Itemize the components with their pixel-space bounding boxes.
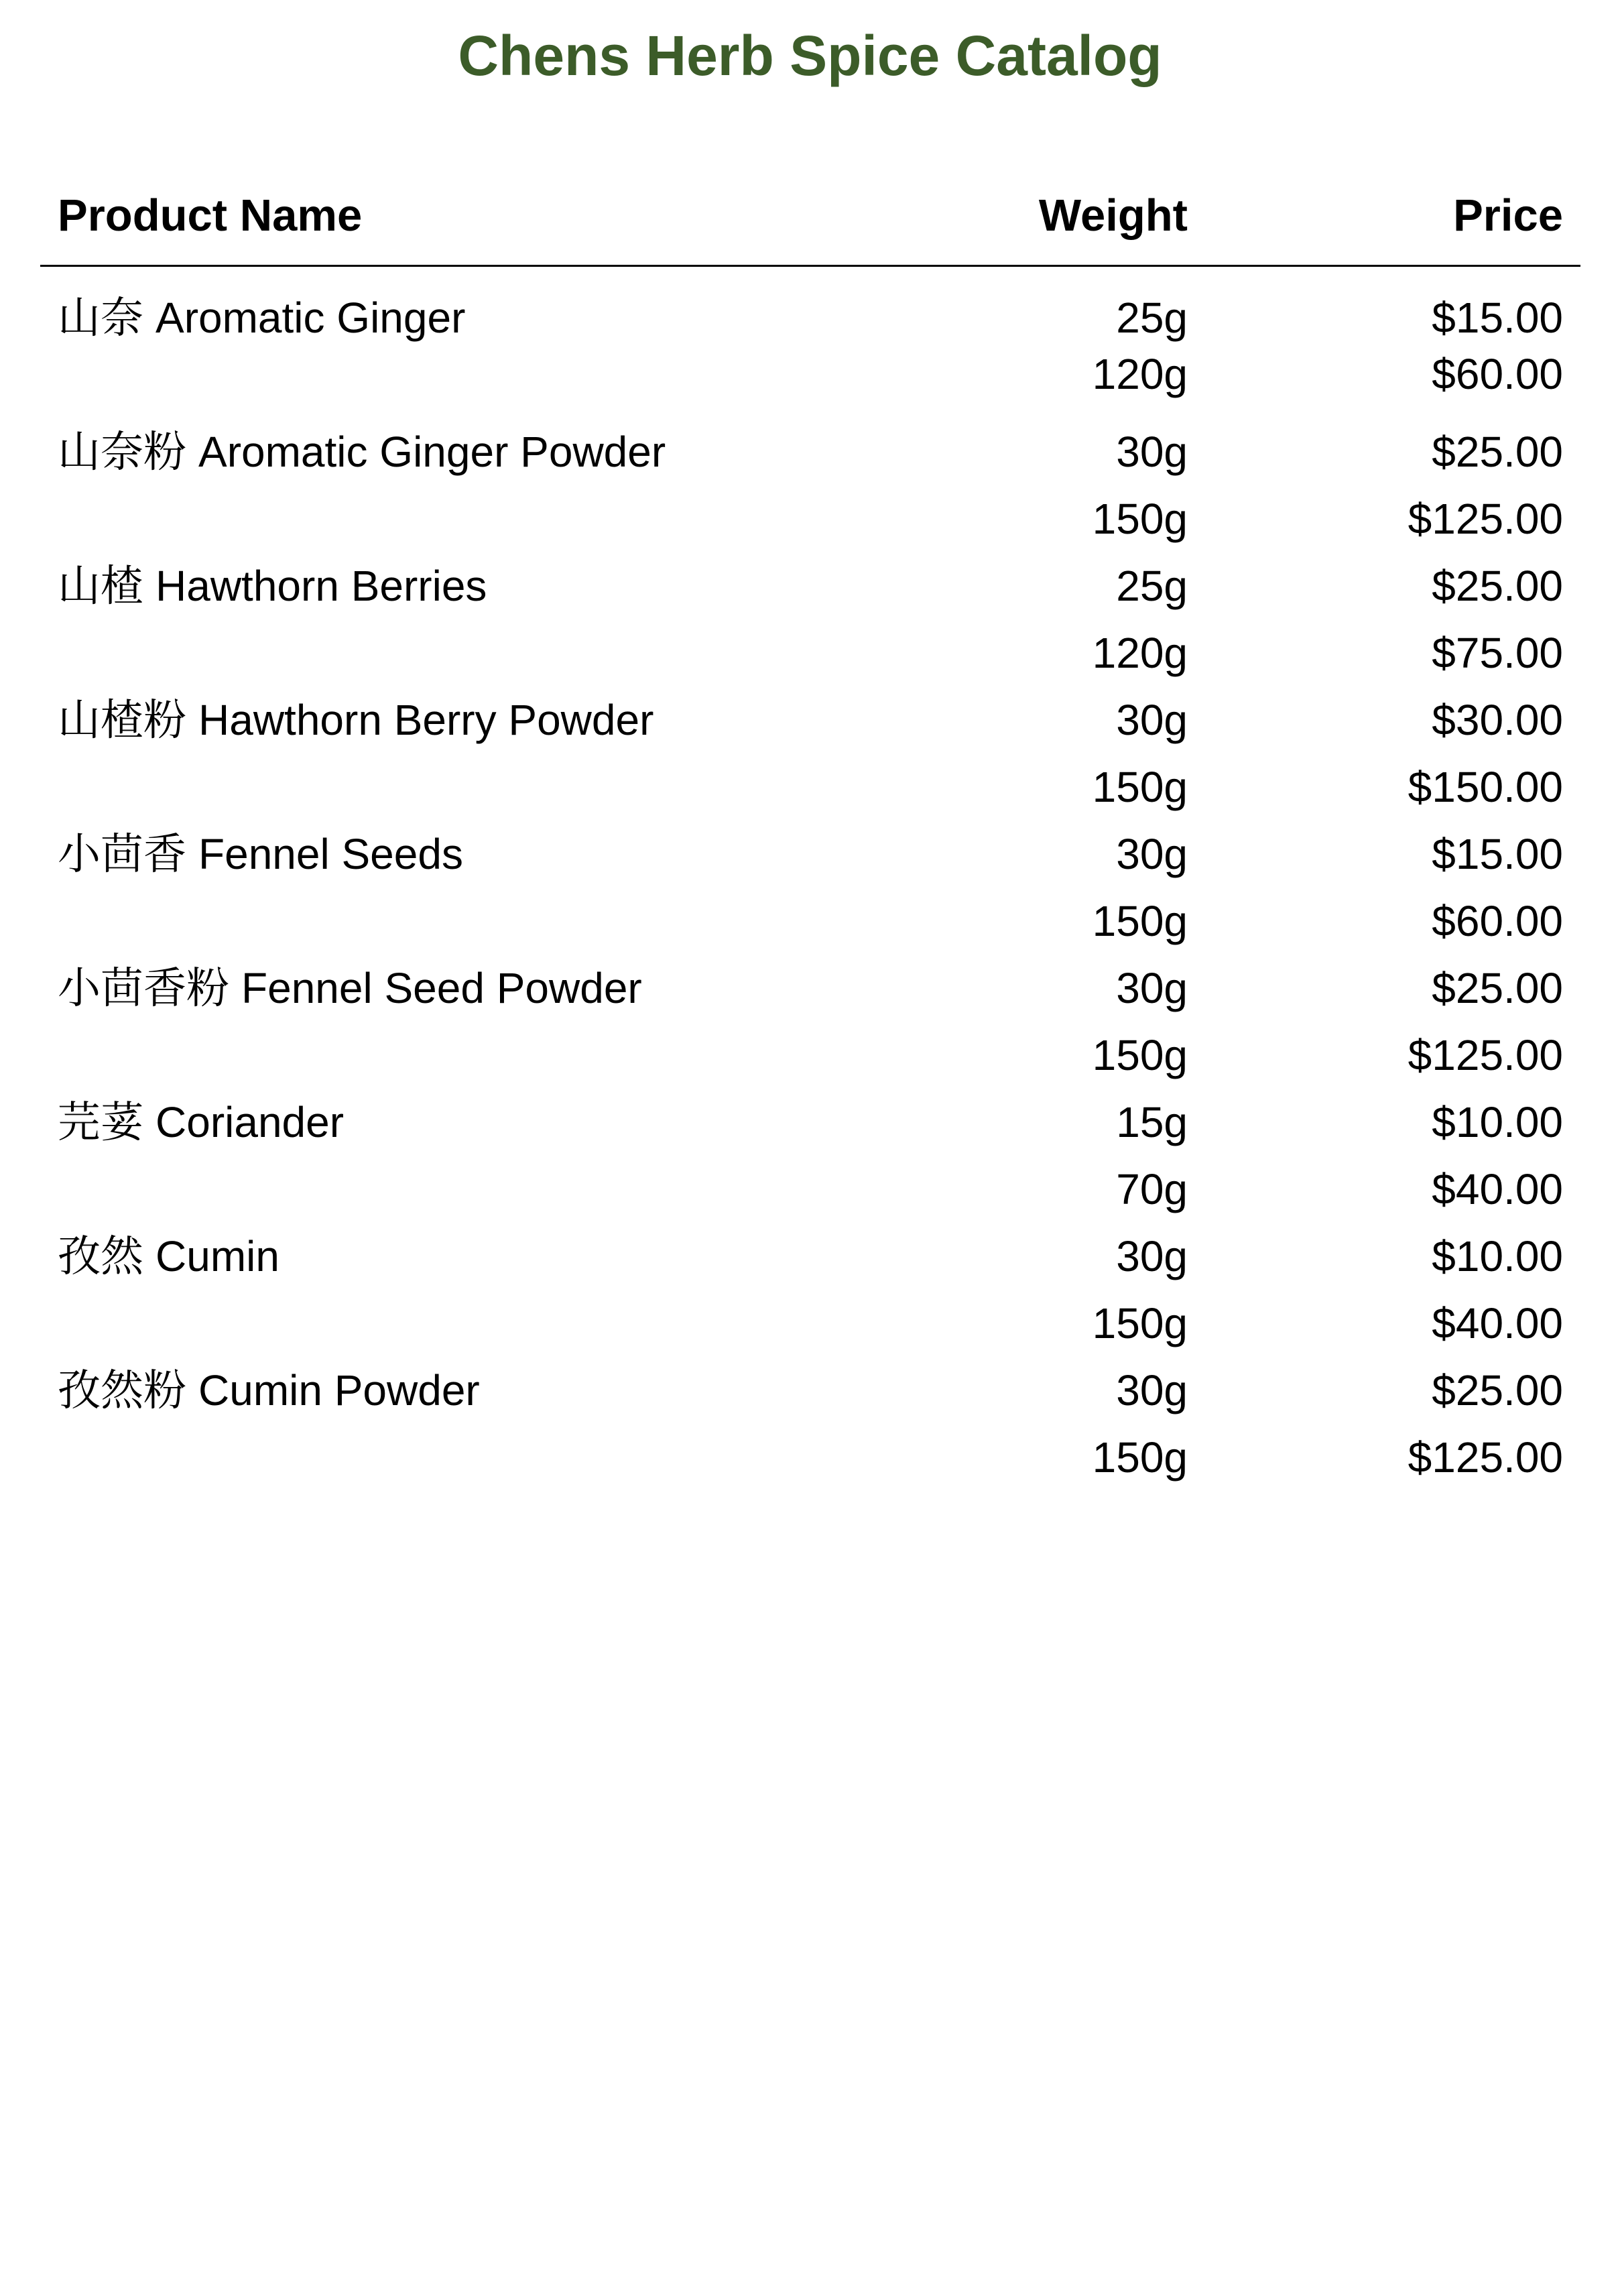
product-name-chinese: 山奈 (58, 294, 143, 343)
price-option: $60.00 (1432, 897, 1563, 945)
product-name-chinese: 孜然 (58, 1232, 143, 1282)
price-option: $125.00 (1408, 495, 1563, 543)
price-option: $10.00 (1432, 1232, 1563, 1280)
table-row (40, 417, 1580, 551)
weight-option: 25g (1116, 294, 1188, 342)
weight-option: 25g (1116, 562, 1188, 610)
price-option: $40.00 (1432, 1165, 1563, 1213)
product-name-chinese: 小茴香粉 (58, 964, 229, 1014)
price-option: $25.00 (1432, 562, 1563, 610)
product-name-english: Cumin Powder (198, 1366, 480, 1414)
page-title: Chens Herb Spice Catalog (458, 24, 1162, 87)
product-name-english: Hawthorn Berry Powder (198, 696, 654, 744)
weight-option: 150g (1092, 897, 1188, 945)
product-name (58, 1229, 279, 1284)
price-option: $125.00 (1408, 1433, 1563, 1482)
price-option: $25.00 (1432, 1366, 1563, 1414)
product-name-english: Aromatic Ginger (155, 294, 466, 342)
weight-option: 30g (1116, 1232, 1188, 1280)
price-option: $125.00 (1408, 1031, 1563, 1079)
weight-option: 150g (1092, 1031, 1188, 1079)
product-name (58, 1364, 480, 1418)
product-name-chinese: 山楂粉 (58, 696, 186, 745)
product-name-english: Hawthorn Berries (155, 562, 487, 610)
table-row (40, 819, 1580, 953)
product-name-english: Cumin (155, 1232, 279, 1280)
price-option: $10.00 (1432, 1098, 1563, 1146)
weight-option: 150g (1092, 1299, 1188, 1347)
weight-option: 150g (1092, 763, 1188, 811)
weight-option: 30g (1116, 964, 1188, 1012)
product-name-chinese: 山楂 (58, 562, 143, 611)
weight-option: 30g (1116, 696, 1188, 744)
table-row (40, 1087, 1580, 1221)
weight-option: 150g (1092, 1433, 1188, 1482)
weight-option: 120g (1092, 629, 1188, 677)
product-name-english: Coriander (155, 1098, 345, 1146)
weight-option: 70g (1116, 1165, 1188, 1213)
price-option: $75.00 (1432, 629, 1563, 677)
weight-option: 30g (1116, 830, 1188, 878)
product-name-chinese: 山奈粉 (58, 428, 186, 477)
weight-option: 120g (1092, 350, 1188, 398)
header-product-name: Product Name (58, 190, 363, 241)
weight-option: 30g (1116, 428, 1188, 476)
product-name-chinese: 芫荽 (58, 1098, 143, 1148)
price-option: $25.00 (1432, 964, 1563, 1012)
product-name-english: Fennel Seed Powder (241, 964, 642, 1012)
price-option: $25.00 (1432, 428, 1563, 476)
price-option: $15.00 (1432, 294, 1563, 342)
price-option: $150.00 (1408, 763, 1563, 811)
price-option: $40.00 (1432, 1299, 1563, 1347)
table-row (40, 1355, 1580, 1490)
price-option: $60.00 (1432, 350, 1563, 398)
header-price: Price (1453, 190, 1563, 241)
table-row (40, 283, 1580, 417)
table-row (40, 1221, 1580, 1355)
header-weight: Weight (1038, 190, 1188, 241)
price-option: $15.00 (1432, 830, 1563, 878)
table-row (40, 685, 1580, 819)
table-header (40, 161, 1580, 267)
product-name (58, 961, 642, 1016)
product-name (58, 425, 666, 479)
product-name (58, 559, 487, 613)
weight-option: 15g (1116, 1098, 1188, 1146)
weight-option: 30g (1116, 1366, 1188, 1414)
weight-option: 150g (1092, 495, 1188, 543)
table-row (40, 953, 1580, 1087)
product-name (58, 693, 653, 747)
table-body (40, 267, 1580, 1490)
product-name-english: Aromatic Ginger Powder (198, 428, 666, 476)
product-name (58, 1095, 344, 1150)
product-name-chinese: 小茴香 (58, 830, 186, 880)
product-name-english: Fennel Seeds (198, 830, 463, 878)
product-table (40, 161, 1580, 1490)
price-option: $30.00 (1432, 696, 1563, 744)
product-name (58, 291, 465, 345)
product-name (58, 827, 463, 882)
product-name-chinese: 孜然粉 (58, 1366, 186, 1416)
table-row (40, 551, 1580, 685)
